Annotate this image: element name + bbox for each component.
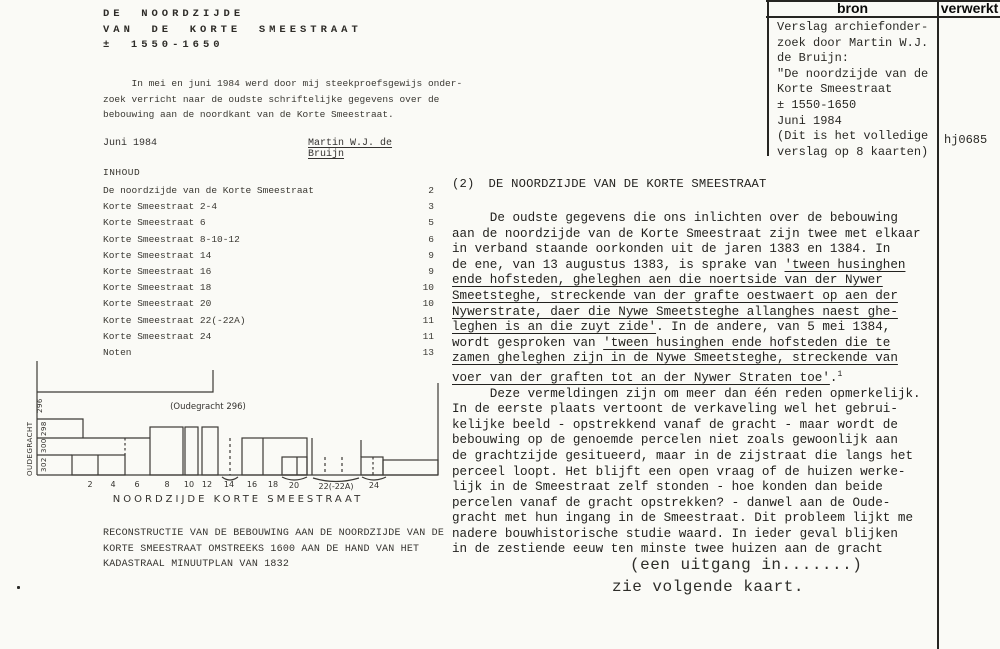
toc-row <box>103 331 434 347</box>
toc-row <box>103 217 434 233</box>
text-line: Juni 1984 <box>777 113 842 128</box>
processing-code: hj0685 <box>944 133 988 147</box>
text-line: wordt gesproken van 'tween husinghen ende hofsteden die te <box>452 335 891 350</box>
closing-annotation-line1: (een uitgang in.......) <box>630 556 863 574</box>
text-line: percelen vanaf de gracht opstrekken? - danwel aan de Oude- <box>452 495 891 510</box>
text-line: leghen is an die zuyt zide'. In de andere, van 5 mei 1384, <box>452 320 891 335</box>
text-line: Nywerstrate, daer die Nywe Smeetsteghe allanghes naest ghe- <box>452 304 898 319</box>
text-line: ± 1550-1650 <box>777 97 857 112</box>
text-line: zoek verricht naar de oudste schriftelijke gegevens over de <box>103 93 440 105</box>
street-number-20: 20 <box>288 481 300 490</box>
toc-title: INHOUD <box>103 167 141 178</box>
toc-page-number: 11 <box>422 330 434 342</box>
brace-22 <box>313 478 359 482</box>
section-title: DE NOORDZIJDE VAN DE KORTE SMEESTRAAT <box>488 177 767 191</box>
toc-page-number: 2 <box>428 185 434 196</box>
toc-row <box>103 201 434 217</box>
figure-caption <box>103 525 444 572</box>
toc-row <box>103 266 434 282</box>
text-line: Deze vermeldingen zijn om meer dan één reden opmerkelijk. <box>452 386 921 401</box>
text-line: DE NOORDZIJDE <box>103 8 245 20</box>
text-line: ende hofsteden, gheleghen aen die noertside van der Nywer <box>452 273 883 288</box>
paragraph <box>452 387 921 559</box>
section-number: (2) <box>452 177 475 191</box>
building-20 <box>282 457 307 475</box>
toc-page-number: 9 <box>428 249 434 261</box>
text-line: Smeetsteghe, streckende van der grafte oestwaert op aen der <box>452 288 898 303</box>
toc-row <box>103 250 434 266</box>
toc-row <box>103 315 434 331</box>
text-line: RECONSTRUCTIE VAN DE BEBOUWING AAN DE NOORDZIJDE VAN DE <box>103 528 445 539</box>
toc-page-number: 10 <box>422 282 434 294</box>
register-column-divider <box>937 0 939 649</box>
street-number-4: 4 <box>110 480 116 489</box>
text-line: zamen gheleghen zijn in de Nywe Smeetsteghe, streckende van <box>452 351 898 366</box>
toc-row <box>103 282 434 298</box>
intro-paragraph <box>103 76 462 123</box>
toc-label: Korte Smeestraat 6 <box>103 217 206 229</box>
canal-number-296: 296 <box>36 398 44 413</box>
section-heading <box>452 177 767 191</box>
table-of-contents <box>103 185 434 363</box>
author-name: Martin W.J. de Bruijn <box>308 138 393 160</box>
toc-label: Korte Smeestraat 18 <box>103 282 212 294</box>
text-line: ± 1550-1650 <box>103 39 224 52</box>
ink-speck <box>17 586 20 589</box>
toc-page-number: 10 <box>422 298 434 310</box>
dateline <box>103 138 433 160</box>
toc-page-number: 6 <box>428 233 434 245</box>
street-number-22: 22(-22A) <box>318 482 354 491</box>
text-line: Korte Smeestraat <box>777 82 893 97</box>
text-line: verslag op 8 kaarten) <box>777 144 929 159</box>
document-title <box>103 6 362 53</box>
toc-label: Korte Smeestraat 20 <box>103 298 212 310</box>
toc-label: Korte Smeestraat 16 <box>103 265 212 277</box>
brace-20 <box>282 477 307 480</box>
toc-row <box>103 185 434 201</box>
text-line: KORTE SMEESTRAAT OMSTREEKS 1600 AAN DE HAND VAN HET <box>103 543 420 555</box>
street-number-2: 2 <box>87 480 93 489</box>
toc-label: De noordzijde van de Korte Smeestraat <box>103 185 314 196</box>
toc-label: Korte Smeestraat 2-4 <box>103 201 218 213</box>
toc-label: Korte Smeestraat 8-10-12 <box>103 233 240 245</box>
street-number-18: 18 <box>267 480 279 489</box>
toc-label: Korte Smeestraat 22(-22A) <box>103 314 246 326</box>
street-number-6: 6 <box>134 480 140 489</box>
canal-number-302: 302 <box>40 457 48 472</box>
text-line: (Dit is het volledige <box>777 129 929 144</box>
verwerkt-column-header: verwerkt <box>940 0 999 16</box>
toc-page-number: 9 <box>428 265 434 277</box>
canal-number-300: 300 <box>40 438 48 453</box>
canal-number-298: 298 <box>40 421 48 436</box>
text-line: voer van der graften tot an der Nywer Straten toe'.$^1$ <box>452 369 843 386</box>
plot-reconstruction-diagram <box>25 356 455 508</box>
building-24 <box>361 457 383 475</box>
toc-row <box>103 234 434 250</box>
text-line: VAN DE KORTE SMEESTRAAT <box>103 23 362 36</box>
text-line: lijk in de Smeestraat zelf stonden - hoe konden dan beide <box>452 480 883 495</box>
street-number-24: 24 <box>368 481 380 490</box>
street-number-14: 14 <box>223 480 235 489</box>
plot-296-outline <box>37 370 213 392</box>
text-line: perceel loopt. Het blijft een open vraag of de huizen werke- <box>452 464 906 479</box>
street-number-12: 12 <box>201 480 213 489</box>
brace-24 <box>362 477 386 480</box>
text-line: In mei en juni 1984 werd door mij steekproefsgewijs onder- <box>103 78 463 89</box>
toc-page-number: 5 <box>428 217 434 229</box>
building-8 <box>150 427 183 475</box>
text-line: kelijke beeld - opstrekkend vanaf de gracht - maar wordt de <box>452 417 898 432</box>
text-line: gracht met hun ingang in de Smeestraat. Dit probleem lijkt me <box>452 511 914 526</box>
text-line: in de zestiende eeuw ten minste twee huizen aan de gracht <box>452 542 883 557</box>
text-line: bebouwing op de genoemde percelen niet zoals gewoonlijk aan <box>452 433 898 448</box>
closing-annotation-line2: zie volgende kaart. <box>612 578 804 596</box>
building-10 <box>185 427 198 475</box>
text-line: KADASTRAAL MINUUTPLAN VAN 1832 <box>103 559 290 571</box>
building-range-right <box>383 460 438 475</box>
toc-label: Noten <box>103 346 132 358</box>
text-line: Verslag archiefonder- <box>777 20 929 34</box>
toc-page-number: 13 <box>422 346 434 358</box>
text-line: zoek door Martin W.J. <box>777 35 929 50</box>
street-label: NOORDZIJDE KORTE SMEESTRAAT <box>112 494 364 505</box>
bron-column-header: bron <box>836 0 869 16</box>
date: Juni 1984 <box>103 138 158 149</box>
toc-label: Korte Smeestraat 14 <box>103 249 212 261</box>
text-line: de grachtzijde gesitueerd, maar in de zijstraat die langs het <box>452 448 914 463</box>
source-note <box>777 20 937 160</box>
toc-label: Korte Smeestraat 24 <box>103 330 212 342</box>
plot-296-label: (Oudegracht 296) <box>170 402 246 412</box>
register-header-rule <box>766 16 1000 18</box>
text-line: "De noordzijde van de <box>777 66 929 81</box>
text-line: bebouwing aan de noordkant van de Korte Smeestraat. <box>103 109 394 121</box>
source-box-left-border <box>767 0 769 156</box>
text-line: aan de noordzijde van de Korte Smeestraat zijn twee met elkaar <box>452 226 921 241</box>
text-line: In de eerste plaats vertoont de verkaveling wel het gebrui- <box>452 402 898 417</box>
body-text <box>452 211 921 558</box>
text-line: in verband staande oorkonden uit de jaren 1383 en 1384. In <box>452 242 891 257</box>
street-number-16: 16 <box>246 480 258 489</box>
street-number-8: 8 <box>164 480 170 489</box>
text-line: De oudste gegevens die ons inlichten over de bebouwing <box>452 211 898 225</box>
building-12 <box>202 427 218 475</box>
canal-label: OUDEGRACHT <box>26 421 34 476</box>
street-number-10: 10 <box>183 480 195 489</box>
toc-page-number: 11 <box>422 314 434 326</box>
paragraph <box>452 211 921 386</box>
toc-row <box>103 298 434 314</box>
toc-page-number: 3 <box>428 201 434 213</box>
text-line: de ene, van 13 augustus 1383, is sprake van 'tween husinghen <box>452 257 906 272</box>
text-line: de Bruijn: <box>777 51 850 66</box>
text-line: nadere bouwhistorische studie waard. In ieder geval blijken <box>452 526 898 541</box>
